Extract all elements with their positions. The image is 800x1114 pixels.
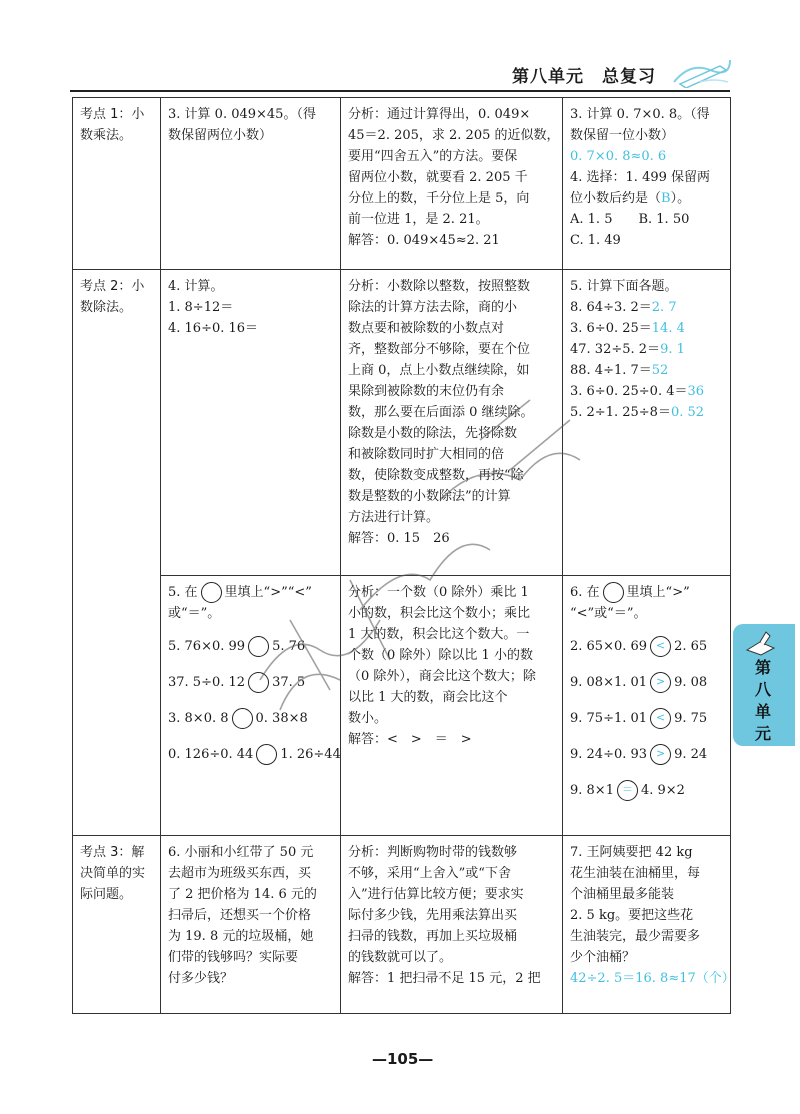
answer-circle-icon: < — [650, 708, 671, 729]
answer-text: 2. 7 — [651, 300, 677, 315]
exercise-cell: 3. 计算 0. 7×0. 8。（得 数保留一位小数） 0. 7×0. 8≈0. 6 4. 选择：1. 499 保留两 位小数后约是（B）。 A. 1. 5 B. 1. 50 C. 1. 49 — [563, 98, 731, 270]
analysis-cell: 分析：判断购物时带的钱数够 不够，采用“上舍入”或“下舍 入”进行估算比较方便；要求实 际付多少钱，先用乘法算出买 扫帚的钱数，再加上买垃圾桶 的钱数就可以了。 解答：1 把扫帚不足 15 元，2 把 — [341, 836, 563, 1014]
table-row — [73, 98, 731, 270]
review-table — [72, 97, 735, 1014]
analysis-cell: 分析：小数除以整数，按照整数 除法的计算方法去除，商的小 数点要和被除数的小数点对 齐，整数部分不够除，要在个位 上商 0，点上小数点继续除，如 果除到被除数的末位仍有余 数，那么要在后面添 0 继续除。 除数是小数的除法，先将除数 和被除数同时扩大相同的倍 数，使除数变成整数，再按“除 数是整数的小数除法”的计算 方法进行计算。 解答：0. 15 26 — [341, 270, 563, 576]
page-header-title: 第八单元 总复习 — [512, 67, 656, 87]
table-row — [73, 576, 731, 836]
exercise-cell: 6. 在 里填上“>” “<”或“＝”。 2. 65×0. 69 < 2. 65 9. 08×1. 01 > 9. 08 9. 75÷1. 01 < 9. 75 9. 24÷0. 93 > 9. 24 9. 8×1 ＝ 4. 9×2 — [563, 576, 731, 836]
answer-circle-icon: ＝ — [617, 780, 638, 801]
blank-circle-icon — [248, 672, 269, 693]
exercise-cell: 7. 王阿姨要把 42 kg 花生油装在油桶里，每 个油桶里最多能装 2. 5 kg。要把这些花 生油装完，最少需要多 少个油桶？ 42÷2. 5＝16. 8≈17（个） — [563, 836, 731, 1014]
blank-circle-icon — [232, 708, 253, 729]
answer-circle-icon: > — [650, 744, 671, 765]
blank-circle-icon — [248, 636, 269, 657]
table-row — [73, 836, 731, 1014]
question-cell: 3. 计算 0. 049×45。（得 数保留两位小数） — [161, 98, 341, 270]
pencil-decoration-icon — [670, 52, 732, 88]
book-icon — [744, 630, 778, 656]
exercise-cell: 5. 计算下面各题。 8. 64÷3. 2＝2. 7 3. 6÷0. 25＝14. 4 47. 32÷5. 2＝9. 1 88. 4÷1. 7＝52 3. 6÷0. 25÷0. 4＝36 5. 2÷1. 25÷8＝0. 52 — [563, 270, 731, 576]
answer-text: 0. 52 — [670, 405, 705, 420]
analysis-cell: 分析：一个数（0 除外）乘比 1 小的数，积会比这个数小；乘比 1 大的数，积会比这个数大。一 个数（0 除外）除以比 1 小的数 （0 除外），商会比这个数大；除 以比 1 大的数，商会比这个 数小。 解答：< > ＝ > — [341, 576, 563, 836]
answer-text: B — [661, 191, 671, 206]
answer-circle-icon: > — [650, 672, 671, 693]
topic-cell: 考点 2：小数除法。 — [73, 270, 161, 836]
answer-text: 36 — [687, 384, 705, 399]
answer-text: 0. 7×0. 8≈0. 6 — [570, 149, 667, 164]
question-cell: 5. 在 里填上“>”“<” 或“＝”。 5. 76×0. 99 5. 76 37. 5÷0. 12 37. 5 3. 8×0. 8 0. 38×8 0. 126÷0. 44 1. 26÷44 — [161, 576, 341, 836]
blank-circle-icon — [201, 582, 222, 603]
header-rule — [70, 90, 730, 92]
topic-cell: 考点 1：小数乘法。 — [73, 98, 161, 270]
answer-text: 42÷2. 5＝16. 8≈17（个） — [570, 971, 735, 986]
side-tab-label: 第 八 单 元 — [754, 658, 771, 743]
answer-circle-icon: < — [650, 636, 671, 657]
analysis-cell: 分析：通过计算得出，0. 049× 45＝2. 205，求 2. 205 的近似数， 要用“四舍五入”的方法。要保 留两位小数，就要看 2. 205 千 分位上的数，千分位上是 5，向 前一位进 1，是 2. 21。 解答：0. 049×45≈2. 21 — [341, 98, 563, 270]
answer-text: 14. 4 — [651, 321, 685, 336]
question-cell: 6. 小丽和小红带了 50 元 去超市为班级买东西，买 了 2 把价格为 14. 6 元的 扫帚后，还想买一个价格 为 19. 8 元的垃圾桶，她 们带的钱够吗？实际要 付多少钱？ — [161, 836, 341, 1014]
topic-cell: 考点 3：解决简单的实际问题。 — [73, 836, 161, 1014]
blank-circle-icon — [256, 744, 277, 765]
blank-circle-icon — [603, 582, 624, 603]
answer-text: 9. 1 — [660, 342, 685, 357]
question-cell: 4. 计算。 1. 8÷12＝ 4. 16÷0. 16＝ — [161, 270, 341, 576]
page-number: —105— — [372, 1050, 434, 1068]
answer-text: 52 — [651, 363, 669, 378]
table-row — [73, 270, 731, 576]
